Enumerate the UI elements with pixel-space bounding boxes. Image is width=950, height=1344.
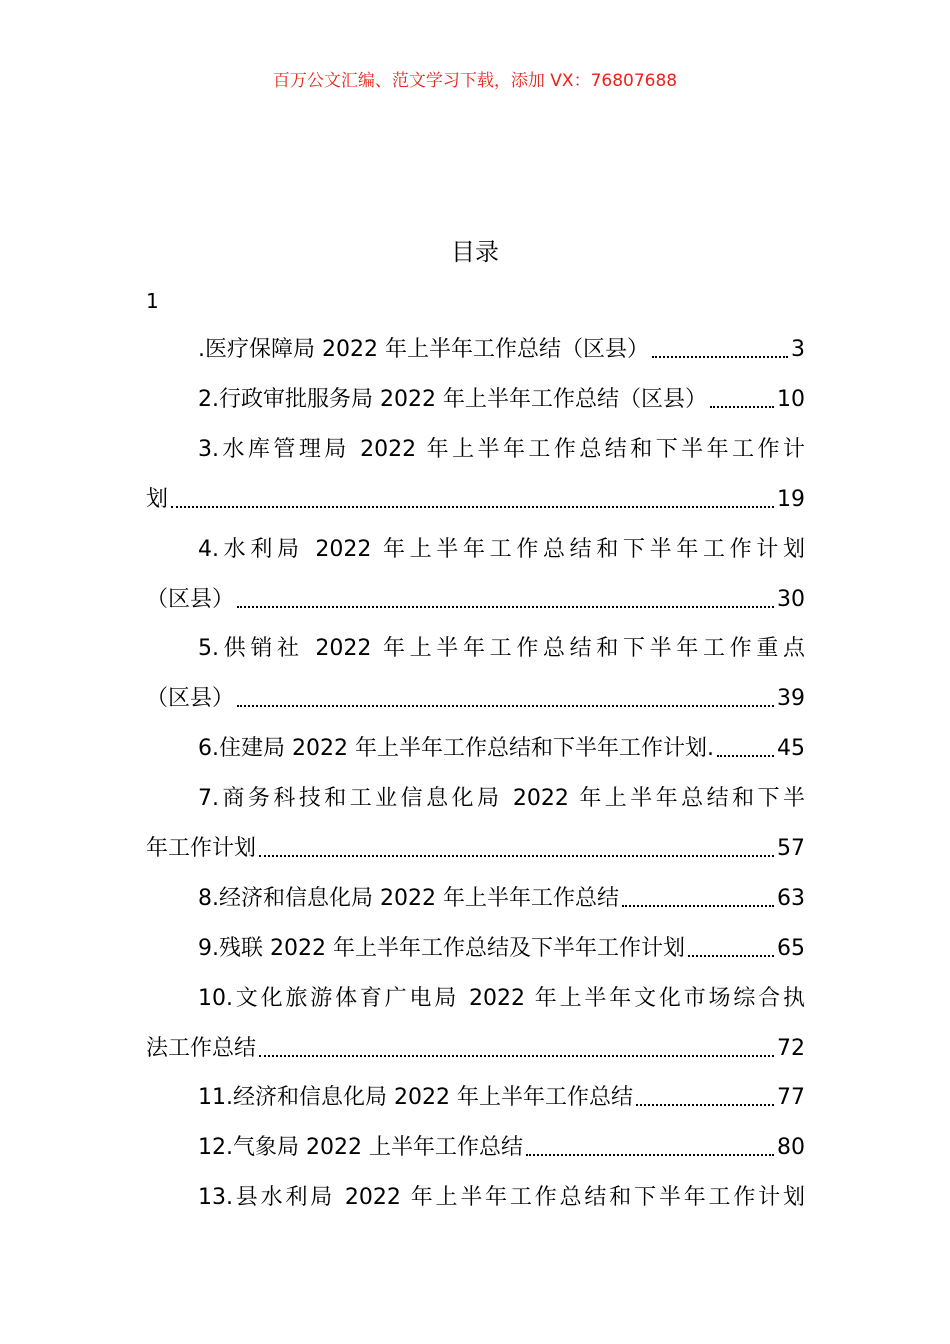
toc-entry-title: 4.水利局 2022 年上半年工作总结和下半年工作计划: [198, 537, 805, 562]
toc-entry-title: 9.残联 2022 年上半年工作总结及下半年工作计划: [198, 936, 685, 961]
toc-entry[interactable]: [146, 784, 805, 814]
toc-entry[interactable]: [146, 1183, 805, 1213]
toc-entry-page: 80: [777, 1135, 805, 1160]
toc-entry-page: 39: [777, 686, 805, 711]
toc-entry-title: 7.商务科技和工业信息化局 2022 年上半年总结和下半: [198, 786, 805, 811]
toc-entry[interactable]: [146, 385, 805, 415]
toc-entry-title: 12.气象局 2022 上半年工作总结: [198, 1135, 523, 1160]
toc-entry-title: 法工作总结: [146, 1036, 257, 1061]
toc-entry-title: 5.供销社 2022 年上半年工作总结和下半年工作重点: [198, 636, 805, 661]
toc-leader-dots: [710, 406, 774, 408]
toc-entry-title: 3.水库管理局 2022 年上半年工作总结和下半年工作计: [198, 437, 805, 462]
toc-entry-page: 30: [777, 587, 805, 612]
toc-entry-title: 划: [146, 487, 169, 512]
toc-entry-page: 57: [777, 836, 805, 861]
toc-entry-continuation[interactable]: [146, 585, 805, 615]
page-title: 目录: [451, 238, 499, 266]
watermark-header: 百万公文汇编、范文学习下载，添加 VX：76807688: [272, 71, 678, 91]
toc-entry-title: 8.经济和信息化局 2022 年上半年工作总结: [198, 886, 619, 911]
toc-leader-dots: [652, 356, 788, 358]
toc-entry-title: .医疗保障局 2022 年上半年工作总结（区县）: [198, 337, 649, 362]
toc-entry-title: 10.文化旅游体育广电局 2022 年上半年文化市场综合执: [198, 986, 805, 1011]
toc-entry-continuation[interactable]: [146, 485, 805, 515]
toc-entry-continuation[interactable]: [146, 684, 805, 714]
toc-entry-title: 2.行政审批服务局 2022 年上半年工作总结（区县）: [198, 387, 707, 412]
toc-entry[interactable]: [146, 335, 805, 365]
toc-entry-title: 11.经济和信息化局 2022 年上半年工作总结: [198, 1085, 633, 1110]
toc-entry-title: 6.住建局 2022 年上半年工作总结和下半年工作计划.: [198, 736, 714, 761]
toc-entry[interactable]: [146, 884, 805, 914]
toc-entry-title: （区县）: [146, 587, 235, 612]
toc-entry-title: 13.县水利局 2022 年上半年工作总结和下半年工作计划: [198, 1185, 805, 1210]
toc-entry-continuation[interactable]: [146, 1034, 805, 1064]
toc-leader-dots: [237, 705, 774, 707]
toc-leader-dots: [259, 855, 774, 857]
toc-entry-page: 63: [777, 886, 805, 911]
toc-entry-title: （区县）: [146, 686, 235, 711]
toc-entry[interactable]: [146, 1083, 805, 1113]
toc-leader-dots: [526, 1154, 774, 1156]
toc-entry[interactable]: [146, 984, 805, 1014]
toc-leader-dots: [259, 1055, 774, 1057]
toc-leader-dots: [688, 955, 774, 957]
toc-leader-dots: [171, 506, 774, 508]
toc-leader-dots: [622, 905, 774, 907]
lead-number: 1: [146, 289, 159, 313]
toc-leader-dots: [717, 755, 774, 757]
toc-entry-page: 65: [777, 936, 805, 961]
toc-entry-page: 72: [777, 1036, 805, 1061]
toc-entry-page: 19: [777, 487, 805, 512]
toc-entry-page: 45: [777, 736, 805, 761]
toc-entry[interactable]: [146, 934, 805, 964]
toc-entry[interactable]: [146, 634, 805, 664]
toc-entry[interactable]: [146, 535, 805, 565]
toc-entry-continuation[interactable]: [146, 834, 805, 864]
toc-entry-title: 年工作计划: [146, 836, 257, 861]
toc-entry-page: 3: [791, 337, 805, 362]
toc-entry[interactable]: [146, 435, 805, 465]
toc-entry-page: 10: [777, 387, 805, 412]
toc-entry[interactable]: [146, 734, 805, 764]
toc-entry[interactable]: [146, 1133, 805, 1163]
toc-leader-dots: [636, 1104, 774, 1106]
toc-entry-page: 77: [777, 1085, 805, 1110]
toc-leader-dots: [237, 606, 774, 608]
